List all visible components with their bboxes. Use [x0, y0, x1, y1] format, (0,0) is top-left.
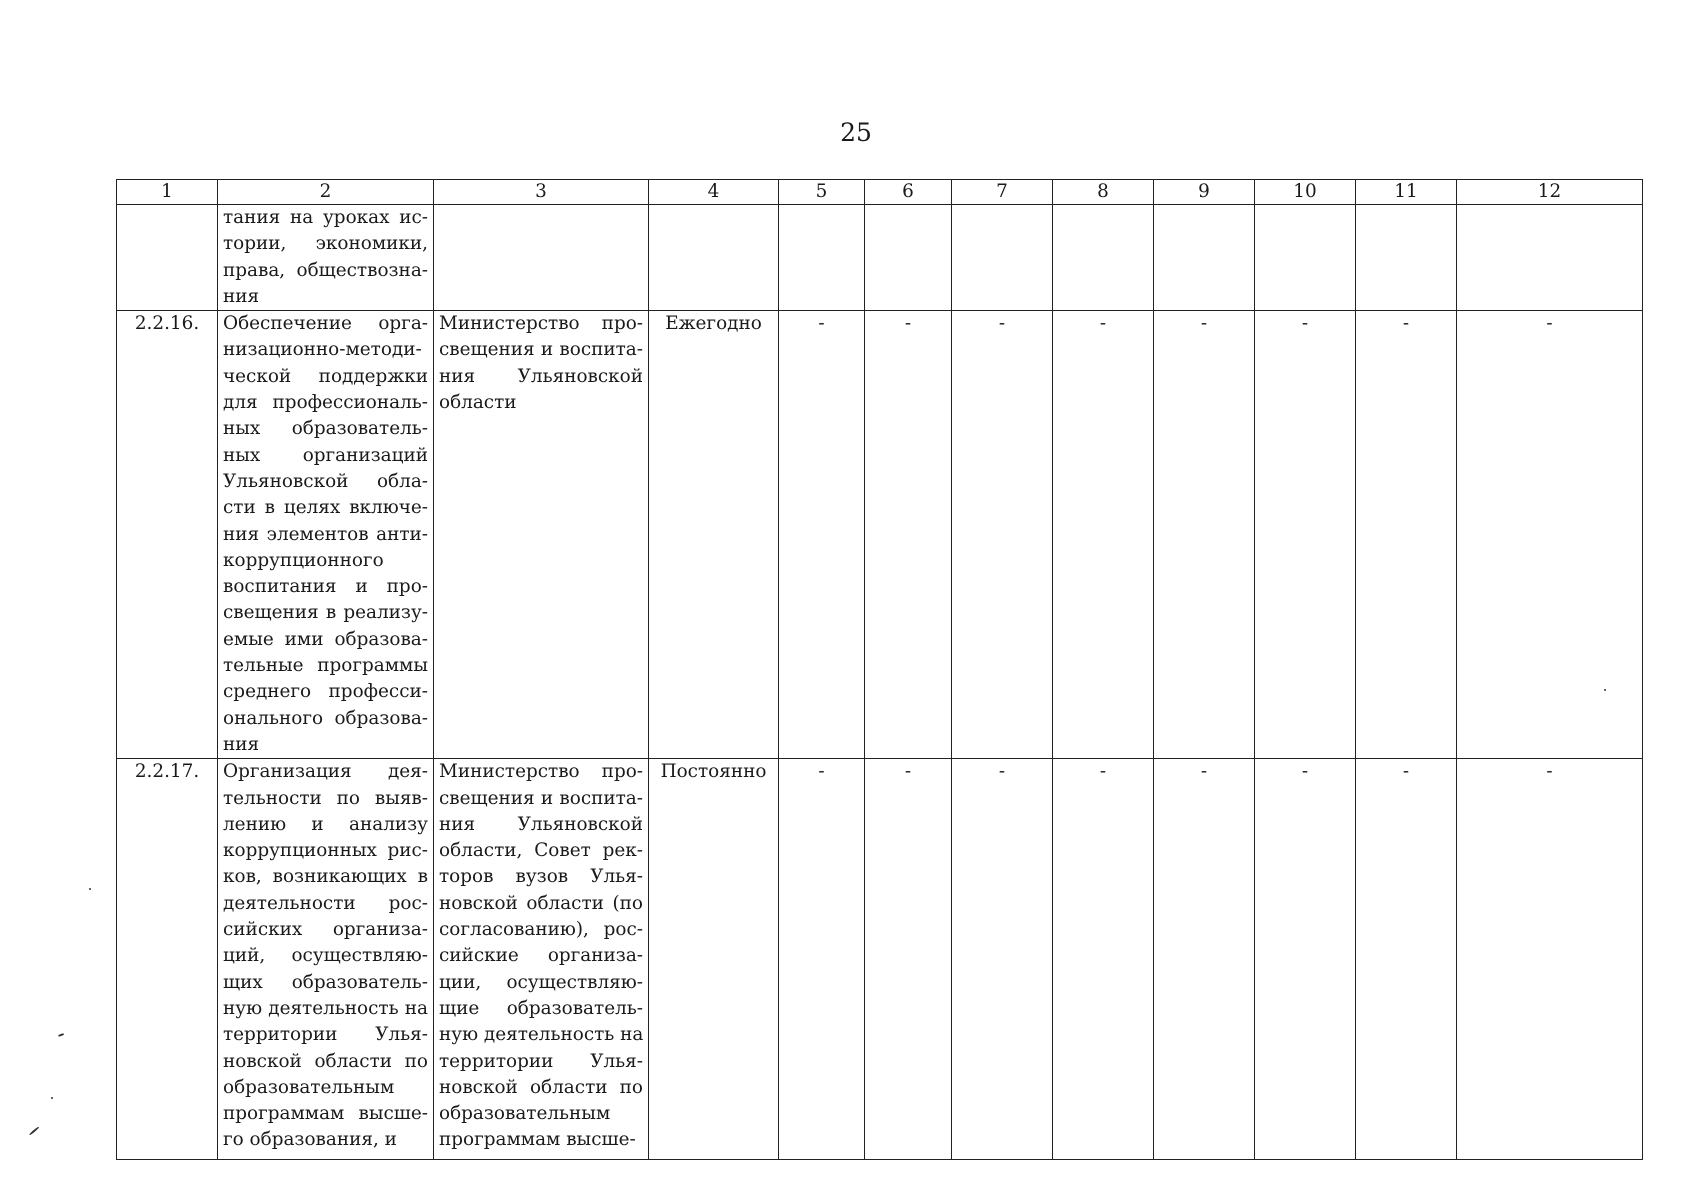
responsible-party-line: ния Ульяновской — [439, 813, 643, 835]
responsible-party-line: образовательным — [439, 1103, 611, 1125]
responsible-party-line: ции, осуществляю- — [439, 971, 643, 993]
activity-description-line: деятельности рос- — [223, 892, 428, 914]
value-cell: - — [1356, 311, 1457, 759]
page-number: 25 — [840, 118, 872, 147]
activity-description-line: воспитания и про- — [223, 576, 428, 598]
column-header: 10 — [1255, 180, 1356, 205]
responsible-party-line: согласованию), рос- — [439, 919, 643, 941]
activity-description — [218, 759, 434, 1160]
value-cell — [1356, 205, 1457, 311]
table-row — [117, 759, 1643, 1160]
activity-description-line: свещения в реализу- — [223, 602, 428, 624]
activity-description-line: тории, экономики, — [223, 233, 428, 255]
activity-description-line: ций, осуществляю- — [223, 945, 428, 967]
table-body — [117, 205, 1643, 1160]
responsible-party-line: программам высше- — [439, 1129, 636, 1151]
value-cell: - — [1255, 759, 1356, 1160]
value-cell — [1457, 205, 1643, 311]
responsible-party-line: свещения и воспита- — [439, 787, 643, 809]
activity-description — [218, 311, 434, 759]
item-number: 2.2.17. — [117, 759, 218, 1160]
value-cell: - — [1457, 759, 1643, 1160]
responsible-party — [434, 205, 649, 311]
value-cell — [779, 205, 865, 311]
scan-speck — [58, 1033, 64, 1036]
value-cell — [952, 205, 1053, 311]
column-header: 8 — [1053, 180, 1154, 205]
value-cell: - — [1356, 759, 1457, 1160]
item-number: 2.2.16. — [117, 311, 218, 759]
value-cell: - — [1053, 759, 1154, 1160]
value-cell: - — [865, 311, 952, 759]
column-header: 1 — [117, 180, 218, 205]
activity-description-line: программам высше- — [223, 1103, 428, 1125]
execution-period: Постоянно — [649, 759, 779, 1160]
responsible-party-line: области, Совет рек- — [439, 840, 643, 862]
activity-description-line: среднего професси- — [223, 681, 428, 703]
activity-description-line: сти в целях включе- — [223, 497, 428, 519]
value-cell — [1154, 205, 1255, 311]
responsible-party-line: Министерство про- — [439, 313, 643, 335]
responsible-party-line: новской области (по — [439, 892, 643, 914]
activity-description-line: образовательным — [223, 1076, 395, 1098]
responsible-party — [434, 759, 649, 1160]
table-row — [117, 205, 1643, 311]
activity-description-line: ния элементов анти- — [223, 523, 428, 545]
activity-description-line: Ульяновской обла- — [223, 470, 428, 492]
table-row — [117, 311, 1643, 759]
column-header: 12 — [1457, 180, 1643, 205]
responsible-party-line: торов вузов Улья- — [439, 866, 643, 888]
activity-description-line: ных образователь- — [223, 418, 428, 440]
activity-description-line: лению и анализу — [223, 813, 428, 835]
activity-description-line: щих образователь- — [223, 971, 428, 993]
activity-description-line: ния — [223, 733, 260, 755]
activity-description-line: ков, возникающих в — [223, 866, 428, 888]
activity-description-line: Организация дея- — [223, 761, 428, 783]
scan-speck — [1604, 689, 1606, 691]
activity-description-line: го образования, и — [223, 1129, 397, 1151]
value-cell — [865, 205, 952, 311]
value-cell: - — [952, 311, 1053, 759]
activity-description-line: тельности по выяв- — [223, 787, 428, 809]
responsible-party-line: сийские организа- — [439, 945, 643, 967]
responsible-party-line: области — [439, 392, 517, 414]
activity-description-line: емые ими образова- — [223, 628, 428, 650]
column-header: 3 — [434, 180, 649, 205]
item-number — [117, 205, 218, 311]
column-header: 6 — [865, 180, 952, 205]
activity-description-line: ческой поддержки — [223, 365, 428, 387]
plan-table — [116, 179, 1643, 1160]
value-cell: - — [1053, 311, 1154, 759]
column-header: 2 — [218, 180, 434, 205]
header-row — [117, 180, 1643, 205]
value-cell: - — [779, 311, 865, 759]
responsible-party-line: Министерство про- — [439, 761, 643, 783]
activity-description-line: территории Улья- — [223, 1024, 428, 1046]
activity-description-line: ния — [223, 285, 260, 307]
value-cell: - — [952, 759, 1053, 1160]
responsible-party-line: ную деятельность на — [439, 1024, 644, 1046]
value-cell: - — [1457, 311, 1643, 759]
scan-speck — [51, 1097, 53, 1099]
value-cell: - — [1154, 311, 1255, 759]
activity-description-line: низационно-методи- — [223, 339, 422, 361]
activity-description-line: тельные программы — [223, 655, 428, 677]
responsible-party-line: щие образователь- — [439, 997, 643, 1019]
activity-description-line: ных организаций — [223, 444, 428, 466]
value-cell: - — [1154, 759, 1255, 1160]
value-cell — [1255, 205, 1356, 311]
execution-period — [649, 205, 779, 311]
activity-description-line: Обеспечение орга- — [223, 313, 428, 335]
value-cell: - — [865, 759, 952, 1160]
activity-description-line: онального образова- — [223, 707, 428, 729]
value-cell — [1053, 205, 1154, 311]
column-header: 11 — [1356, 180, 1457, 205]
activity-description-line: коррупционного — [223, 549, 384, 571]
column-header: 7 — [952, 180, 1053, 205]
activity-description-line: коррупционных рис- — [223, 840, 428, 862]
activity-description-line: тания на уроках ис- — [223, 207, 428, 228]
activity-description-line: сийских организа- — [223, 919, 428, 941]
responsible-party-line: территории Улья- — [439, 1050, 643, 1072]
execution-period: Ежегодно — [649, 311, 779, 759]
column-header: 9 — [1154, 180, 1255, 205]
activity-description — [218, 205, 434, 311]
responsible-party-line: свещения и воспита- — [439, 339, 643, 361]
column-header: 4 — [649, 180, 779, 205]
value-cell: - — [1255, 311, 1356, 759]
activity-description-line: для профессиональ- — [223, 392, 428, 414]
activity-description-line: новской области по — [223, 1050, 428, 1072]
column-header: 5 — [779, 180, 865, 205]
responsible-party-line: ния Ульяновской — [439, 365, 643, 387]
responsible-party-line: новской области по — [439, 1076, 643, 1098]
scan-speck — [29, 1126, 39, 1135]
value-cell: - — [779, 759, 865, 1160]
activity-description-line: ную деятельность на — [223, 997, 428, 1019]
activity-description-line: права, обществозна- — [223, 259, 428, 281]
scan-speck — [89, 888, 91, 890]
responsible-party — [434, 311, 649, 759]
